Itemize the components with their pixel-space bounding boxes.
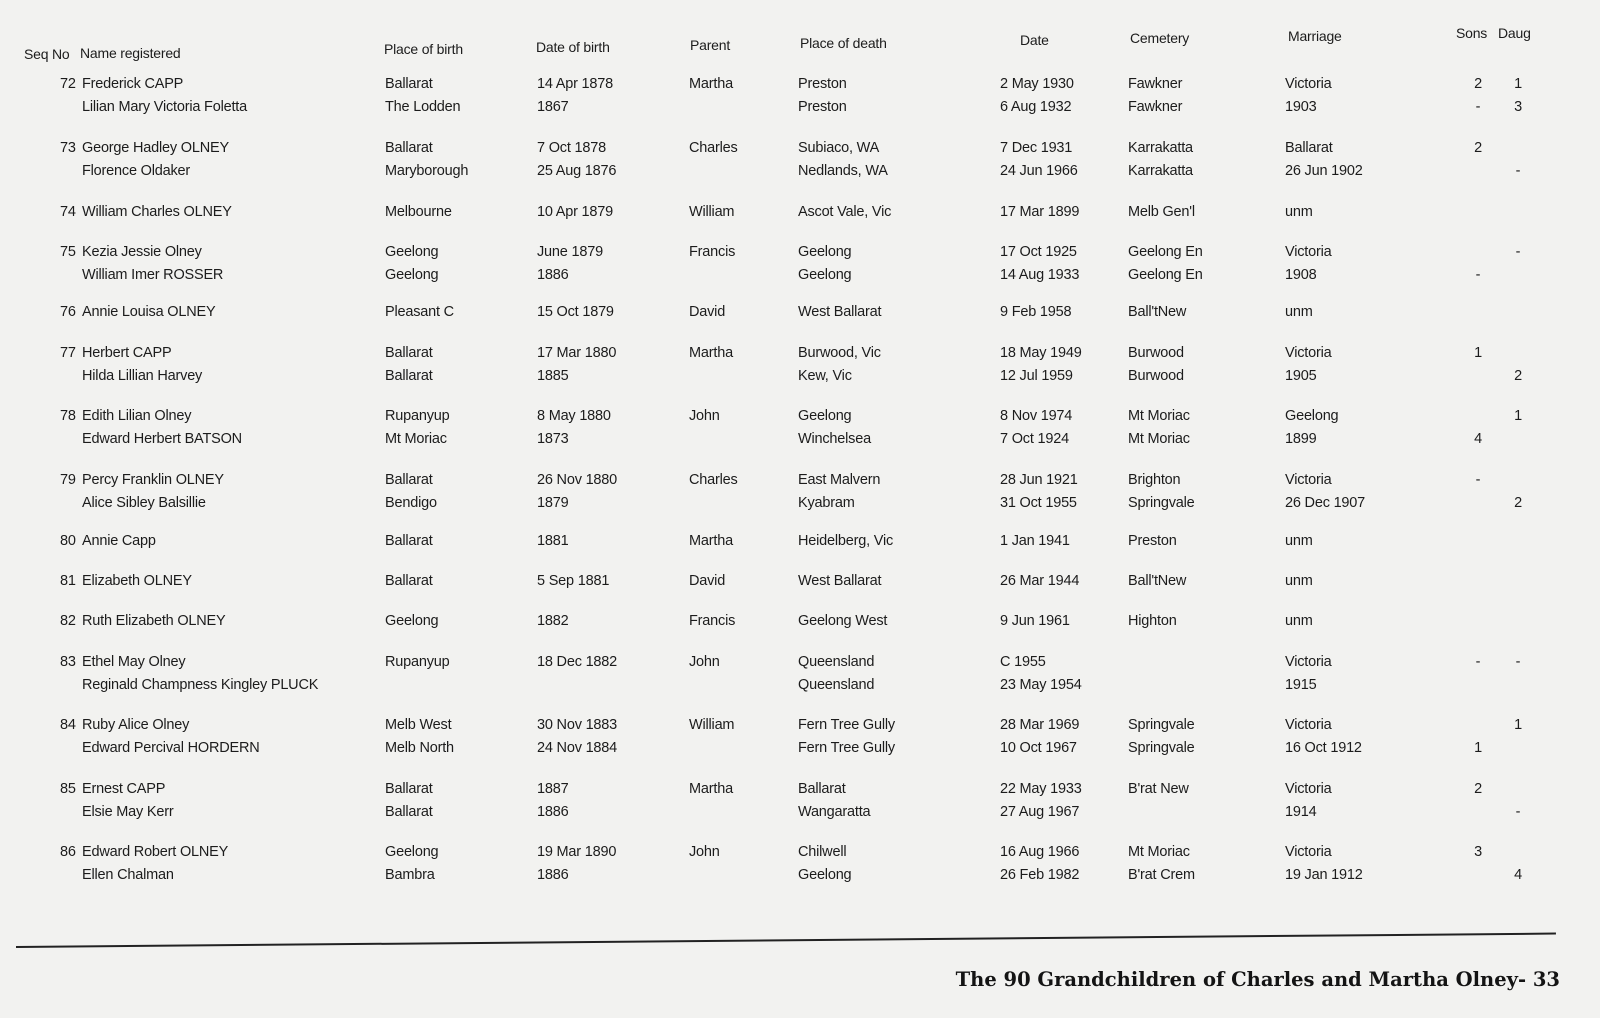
row-spouse-sons: - (1475, 99, 1481, 115)
row-seq: 73 (60, 140, 76, 156)
row-seq: 82 (60, 613, 76, 629)
row-marriage-place: Victoria (1285, 717, 1332, 733)
row-date-of-birth: 10 Apr 1879 (537, 204, 614, 220)
row-spouse-cemetery: Karrakatta (1128, 163, 1193, 179)
row-spouse-daughters: - (1515, 163, 1521, 179)
row-spouse-death-date: 27 Aug 1967 (1000, 804, 1080, 820)
row-spouse-death-date: 26 Feb 1982 (1000, 867, 1080, 883)
row-seq: 86 (60, 844, 76, 860)
row-spouse-date-of-birth: 1873 (537, 431, 569, 447)
row-death-date: 18 May 1949 (1000, 345, 1082, 361)
row-spouse-cemetery: Mt Moriac (1128, 431, 1190, 447)
row-place-of-birth: Ballarat (385, 345, 433, 361)
row-date-of-birth: 15 Oct 1879 (537, 304, 614, 320)
row-death-date: 9 Feb 1958 (1000, 304, 1072, 320)
header-parent: Parent (690, 37, 731, 53)
row-seq: 83 (60, 654, 76, 670)
row-spouse-place-of-birth: Geelong (385, 267, 439, 283)
row-seq: 80 (60, 533, 76, 549)
row-death-date: 28 Mar 1969 (1000, 717, 1080, 733)
row-seq: 84 (60, 717, 76, 733)
row-spouse-sons: 4 (1474, 431, 1482, 447)
table-row (0, 472, 1600, 520)
row-place-of-birth: Ballarat (385, 533, 433, 549)
row-spouse-place-of-death: Preston (798, 99, 847, 115)
row-spouse-place-of-death: Queensland (798, 677, 875, 693)
row-spouse-place-of-birth: Ballarat (385, 368, 433, 384)
header-date: Date (1020, 32, 1049, 48)
row-spouse-sons: 1 (1474, 740, 1482, 756)
row-name: Ethel May Olney (82, 654, 186, 670)
row-spouse-daughters: 3 (1514, 99, 1522, 115)
row-date-of-birth: June 1879 (537, 244, 603, 260)
row-marriage-date: 1915 (1285, 677, 1317, 693)
row-spouse-cemetery: Burwood (1128, 368, 1184, 384)
row-spouse-cemetery: Springvale (1128, 495, 1195, 511)
row-date-of-birth: 14 Apr 1878 (537, 76, 614, 92)
row-place-of-death: Subiaco, WA (798, 140, 880, 156)
row-parent: William (689, 717, 735, 733)
row-parent: John (689, 844, 720, 860)
row-spouse-date-of-birth: 1886 (537, 804, 569, 820)
row-marriage-place: unm (1285, 304, 1313, 320)
row-sons: 2 (1474, 781, 1482, 797)
row-seq: 76 (60, 304, 76, 320)
row-spouse-name: Hilda Lillian Harvey (82, 368, 203, 384)
row-death-date: 8 Nov 1974 (1000, 408, 1073, 424)
row-marriage-date: 26 Dec 1907 (1285, 495, 1366, 511)
row-spouse-daughters: - (1515, 804, 1521, 820)
row-date-of-birth: 18 Dec 1882 (537, 654, 618, 670)
row-place-of-death: Preston (798, 76, 847, 92)
row-sons: 2 (1474, 76, 1482, 92)
row-parent: Francis (689, 244, 736, 260)
row-spouse-name: Lilian Mary Victoria Foletta (82, 99, 247, 115)
header-daug: Daug (1498, 25, 1531, 41)
row-place-of-birth: Ballarat (385, 573, 433, 589)
row-place-of-death: Heidelberg, Vic (798, 533, 894, 549)
row-spouse-name: William Imer ROSSER (82, 267, 224, 283)
row-marriage-place: Victoria (1285, 76, 1332, 92)
row-sons: 1 (1474, 345, 1482, 361)
row-spouse-daughters: 2 (1514, 495, 1522, 511)
row-marriage-date: 26 Jun 1902 (1285, 163, 1363, 179)
row-cemetery: Mt Moriac (1128, 844, 1190, 860)
row-spouse-date-of-birth: 25 Aug 1876 (537, 163, 617, 179)
row-place-of-death: Geelong (798, 408, 852, 424)
row-daughters: - (1515, 244, 1521, 260)
row-cemetery: Karrakatta (1128, 140, 1193, 156)
row-marriage-place: Ballarat (1285, 140, 1333, 156)
row-name: Edith Lilian Olney (82, 408, 192, 424)
row-spouse-place-of-death: Geelong (798, 267, 852, 283)
row-death-date: 26 Mar 1944 (1000, 573, 1080, 589)
row-marriage-place: unm (1285, 613, 1313, 629)
row-marriage-date: 1905 (1285, 368, 1317, 384)
row-date-of-birth: 5 Sep 1881 (537, 573, 610, 589)
row-name: Ernest CAPP (82, 781, 166, 797)
row-seq: 75 (60, 244, 76, 260)
table-row (0, 408, 1600, 456)
row-cemetery: Preston (1128, 533, 1177, 549)
row-spouse-death-date: 7 Oct 1924 (1000, 431, 1069, 447)
row-place-of-death: Queensland (798, 654, 875, 670)
row-spouse-death-date: 24 Jun 1966 (1000, 163, 1078, 179)
row-parent: John (689, 654, 720, 670)
row-seq: 74 (60, 204, 76, 220)
row-spouse-death-date: 12 Jul 1959 (1000, 368, 1073, 384)
row-spouse-place-of-death: Fern Tree Gully (798, 740, 895, 756)
header-place-of-death: Place of death (800, 35, 887, 51)
row-spouse-death-date: 23 May 1954 (1000, 677, 1082, 693)
header-name: Name registered (80, 45, 181, 61)
row-seq: 79 (60, 472, 76, 488)
row-death-date: 28 Jun 1921 (1000, 472, 1078, 488)
row-spouse-place-of-death: Kew, Vic (798, 368, 852, 384)
row-spouse-cemetery: Geelong En (1128, 267, 1203, 283)
header-date-of-birth: Date of birth (536, 39, 610, 55)
row-death-date: 7 Dec 1931 (1000, 140, 1073, 156)
row-cemetery: Highton (1128, 613, 1177, 629)
row-marriage-place: Victoria (1285, 472, 1332, 488)
table-row (0, 717, 1600, 765)
row-seq: 77 (60, 345, 76, 361)
row-parent: Martha (689, 345, 733, 361)
row-name: Annie Louisa OLNEY (82, 304, 216, 320)
row-place-of-birth: Ballarat (385, 76, 433, 92)
row-spouse-place-of-birth: Mt Moriac (385, 431, 447, 447)
row-spouse-cemetery: Springvale (1128, 740, 1195, 756)
row-spouse-daughters: 4 (1514, 867, 1522, 883)
row-sons: 3 (1474, 844, 1482, 860)
row-daughters: 1 (1514, 76, 1522, 92)
row-date-of-birth: 1882 (537, 613, 569, 629)
table-row (0, 140, 1600, 188)
table-row (0, 844, 1600, 892)
row-name: Ruby Alice Olney (82, 717, 190, 733)
row-cemetery: Melb Gen'l (1128, 204, 1195, 220)
row-spouse-death-date: 10 Oct 1967 (1000, 740, 1077, 756)
row-place-of-death: Geelong West (798, 613, 888, 629)
row-place-of-birth: Geelong (385, 244, 439, 260)
row-place-of-death: Chilwell (798, 844, 847, 860)
row-spouse-place-of-birth: The Lodden (385, 99, 461, 115)
row-name: Herbert CAPP (82, 345, 172, 361)
row-place-of-birth: Ballarat (385, 781, 433, 797)
row-name: Ruth Elizabeth OLNEY (82, 613, 226, 629)
row-place-of-birth: Rupanyup (385, 408, 450, 424)
row-death-date: 17 Oct 1925 (1000, 244, 1077, 260)
row-spouse-death-date: 6 Aug 1932 (1000, 99, 1072, 115)
row-death-date: C 1955 (1000, 654, 1046, 670)
row-seq: 78 (60, 408, 76, 424)
row-place-of-death: Ascot Vale, Vic (798, 204, 892, 220)
row-parent: Charles (689, 140, 738, 156)
row-place-of-birth: Ballarat (385, 140, 433, 156)
row-spouse-date-of-birth: 1885 (537, 368, 569, 384)
row-spouse-cemetery: B'rat Crem (1128, 867, 1195, 883)
row-spouse-place-of-death: Nedlands, WA (798, 163, 888, 179)
row-marriage-place: Victoria (1285, 654, 1332, 670)
row-spouse-death-date: 31 Oct 1955 (1000, 495, 1077, 511)
page-footer: The 90 Grandchildren of Charles and Martha Olney- 33 (955, 968, 1560, 991)
row-name: Percy Franklin OLNEY (82, 472, 224, 488)
row-spouse-name: Edward Herbert BATSON (82, 431, 242, 447)
row-name: Frederick CAPP (82, 76, 184, 92)
row-death-date: 1 Jan 1941 (1000, 533, 1070, 549)
row-cemetery: B'rat New (1128, 781, 1189, 797)
row-name: William Charles OLNEY (82, 204, 232, 220)
row-parent: David (689, 573, 726, 589)
header-seq: Seq No (24, 46, 70, 62)
row-marriage-date: 1903 (1285, 99, 1317, 115)
row-seq: 81 (60, 573, 76, 589)
row-date-of-birth: 17 Mar 1880 (537, 345, 617, 361)
row-spouse-death-date: 14 Aug 1933 (1000, 267, 1080, 283)
row-marriage-place: Victoria (1285, 345, 1332, 361)
row-marriage-date: 1914 (1285, 804, 1317, 820)
row-spouse-place-of-birth: Bambra (385, 867, 435, 883)
row-date-of-birth: 1887 (537, 781, 569, 797)
row-place-of-birth: Geelong (385, 613, 439, 629)
row-name: Kezia Jessie Olney (82, 244, 202, 260)
row-parent: Charles (689, 472, 738, 488)
row-cemetery: Burwood (1128, 345, 1184, 361)
table-row (0, 345, 1600, 393)
row-date-of-birth: 26 Nov 1880 (537, 472, 618, 488)
row-name: Edward Robert OLNEY (82, 844, 229, 860)
row-spouse-date-of-birth: 24 Nov 1884 (537, 740, 618, 756)
row-seq: 85 (60, 781, 76, 797)
row-place-of-birth: Melbourne (385, 204, 452, 220)
row-place-of-birth: Geelong (385, 844, 439, 860)
row-spouse-daughters: 2 (1514, 368, 1522, 384)
row-spouse-name: Reginald Champness Kingley PLUCK (82, 677, 319, 693)
row-death-date: 22 May 1933 (1000, 781, 1082, 797)
row-date-of-birth: 30 Nov 1883 (537, 717, 618, 733)
row-parent: Martha (689, 533, 733, 549)
table-row (0, 76, 1600, 124)
row-spouse-sons: - (1475, 267, 1481, 283)
row-place-of-birth: Rupanyup (385, 654, 450, 670)
row-sons: 2 (1474, 140, 1482, 156)
row-cemetery: Ball'tNew (1128, 304, 1187, 320)
row-spouse-name: Elsie May Kerr (82, 804, 174, 820)
row-spouse-name: Edward Percival HORDERN (82, 740, 260, 756)
row-spouse-place-of-birth: Bendigo (385, 495, 437, 511)
row-spouse-date-of-birth: 1879 (537, 495, 569, 511)
header-marriage: Marriage (1288, 28, 1342, 44)
table-row (0, 654, 1600, 702)
row-marriage-date: 1908 (1285, 267, 1317, 283)
row-place-of-death: West Ballarat (798, 573, 882, 589)
row-parent: Francis (689, 613, 736, 629)
row-place-of-death: Geelong (798, 244, 852, 260)
row-cemetery: Springvale (1128, 717, 1195, 733)
table-row (0, 781, 1600, 829)
header-sons: Sons (1456, 25, 1488, 41)
row-spouse-place-of-death: Geelong (798, 867, 852, 883)
row-marriage-date: 1899 (1285, 431, 1317, 447)
row-parent: John (689, 408, 720, 424)
row-daughters: - (1515, 654, 1521, 670)
row-marriage-date: 19 Jan 1912 (1285, 867, 1363, 883)
row-spouse-cemetery: Fawkner (1128, 99, 1183, 115)
row-marriage-place: Victoria (1285, 781, 1332, 797)
row-marriage-place: unm (1285, 204, 1313, 220)
row-place-of-birth: Ballarat (385, 472, 433, 488)
row-cemetery: Mt Moriac (1128, 408, 1190, 424)
row-name: George Hadley OLNEY (82, 140, 229, 156)
row-spouse-place-of-birth: Maryborough (385, 163, 469, 179)
row-marriage-place: unm (1285, 573, 1313, 589)
row-spouse-date-of-birth: 1886 (537, 867, 569, 883)
row-daughters: 1 (1514, 717, 1522, 733)
row-place-of-birth: Melb West (385, 717, 452, 733)
row-parent: Martha (689, 781, 733, 797)
row-marriage-place: Geelong (1285, 408, 1339, 424)
row-place-of-death: Ballarat (798, 781, 846, 797)
row-cemetery: Fawkner (1128, 76, 1183, 92)
row-spouse-place-of-death: Kyabram (798, 495, 855, 511)
row-cemetery: Brighton (1128, 472, 1181, 488)
row-spouse-place-of-death: Wangaratta (798, 804, 871, 820)
row-date-of-birth: 7 Oct 1878 (537, 140, 606, 156)
table-row (0, 244, 1600, 292)
row-marriage-place: Victoria (1285, 844, 1332, 860)
row-date-of-birth: 19 Mar 1890 (537, 844, 617, 860)
row-date-of-birth: 1881 (537, 533, 569, 549)
row-death-date: 9 Jun 1961 (1000, 613, 1070, 629)
row-parent: David (689, 304, 726, 320)
row-name: Elizabeth OLNEY (82, 573, 192, 589)
row-place-of-death: West Ballarat (798, 304, 882, 320)
row-spouse-place-of-birth: Melb North (385, 740, 454, 756)
row-spouse-name: Florence Oldaker (82, 163, 191, 179)
row-place-of-death: Burwood, Vic (798, 345, 881, 361)
row-death-date: 2 May 1930 (1000, 76, 1074, 92)
row-date-of-birth: 8 May 1880 (537, 408, 611, 424)
row-place-of-death: Fern Tree Gully (798, 717, 895, 733)
row-sons: - (1475, 472, 1481, 488)
row-marriage-date: 16 Oct 1912 (1285, 740, 1362, 756)
row-daughters: 1 (1514, 408, 1522, 424)
row-spouse-date-of-birth: 1886 (537, 267, 569, 283)
row-place-of-birth: Pleasant C (385, 304, 454, 320)
row-spouse-place-of-death: Winchelsea (798, 431, 871, 447)
row-cemetery: Ball'tNew (1128, 573, 1187, 589)
row-cemetery: Geelong En (1128, 244, 1203, 260)
header-cemetery: Cemetery (1130, 30, 1190, 46)
row-spouse-name: Ellen Chalman (82, 867, 174, 883)
row-marriage-place: Victoria (1285, 244, 1332, 260)
row-place-of-death: East Malvern (798, 472, 881, 488)
row-parent: William (689, 204, 735, 220)
row-spouse-place-of-birth: Ballarat (385, 804, 433, 820)
row-sons: - (1475, 654, 1481, 670)
row-marriage-place: unm (1285, 533, 1313, 549)
row-seq: 72 (60, 76, 76, 92)
header-place-of-birth: Place of birth (384, 41, 463, 57)
row-death-date: 17 Mar 1899 (1000, 204, 1080, 220)
row-name: Annie Capp (82, 533, 156, 549)
row-parent: Martha (689, 76, 733, 92)
row-spouse-name: Alice Sibley Balsillie (82, 495, 206, 511)
row-spouse-date-of-birth: 1867 (537, 99, 569, 115)
row-death-date: 16 Aug 1966 (1000, 844, 1080, 860)
footer-rule (16, 933, 1556, 948)
